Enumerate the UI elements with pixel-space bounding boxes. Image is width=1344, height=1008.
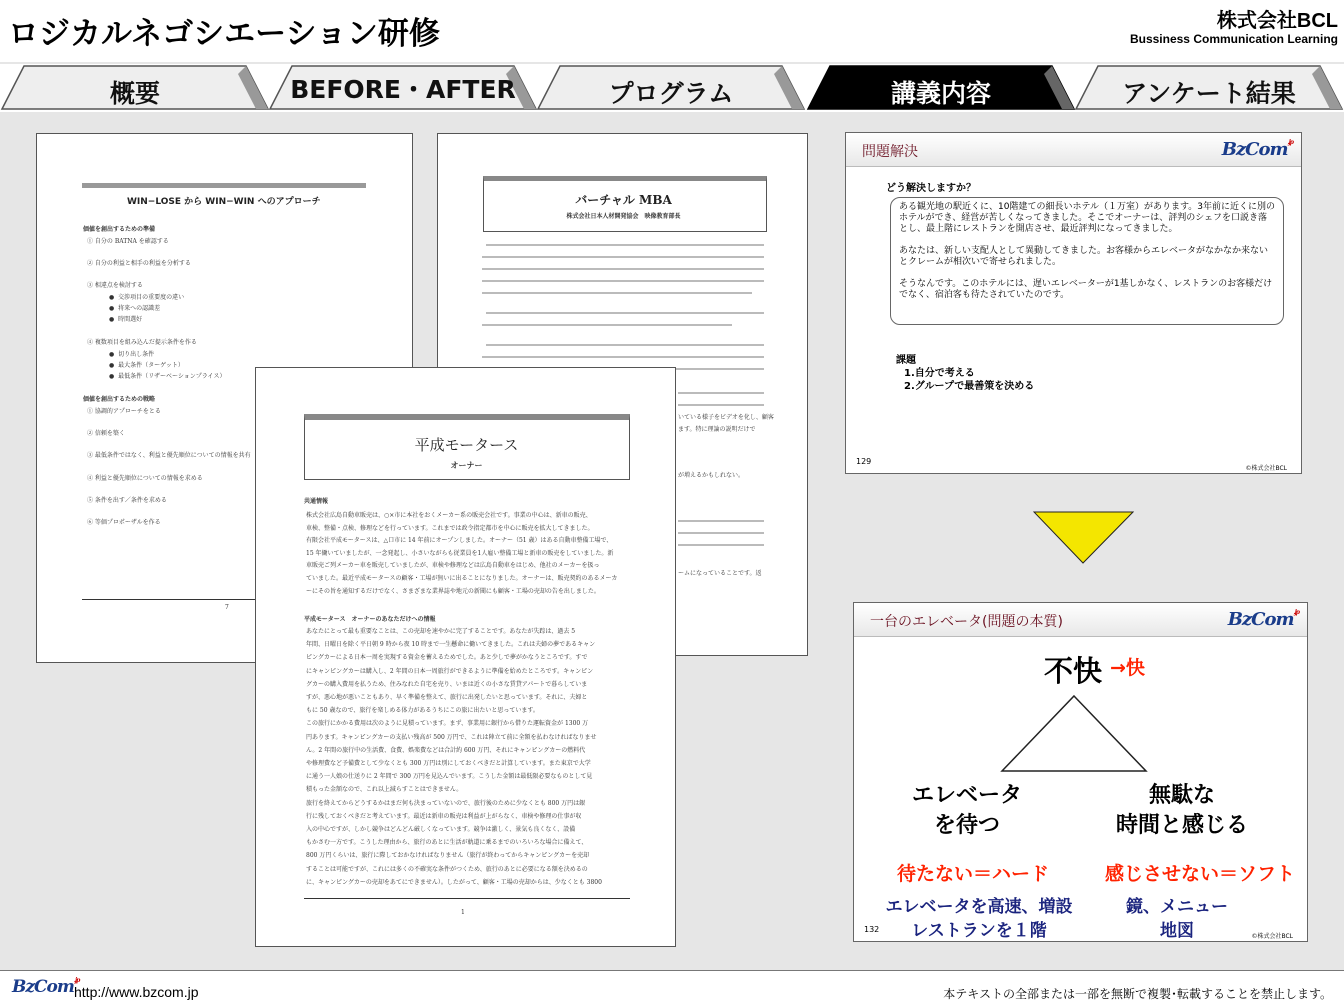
- doc3-page-number: 1: [461, 909, 465, 916]
- doc3-text-line: ん。2 年間の旅行中の生活費、食費、娯楽費などは合計約 600 万円、それにキャンピングカーの燃料代: [306, 746, 586, 754]
- doc3-text-line: に通う一人娘の仕送りに 2 年間で 300 万円を見込んでいます。こうした金額は最低限必要なものとして見: [306, 773, 593, 781]
- slide-copyright: ©株式会社BCL: [1245, 465, 1287, 472]
- slide-question: どう解決しますか？: [886, 183, 976, 194]
- discomfort-label: 不快: [1044, 654, 1103, 688]
- doc3-text-line: に、キャンピングカーの売却をあてにできません）。したがって、顧客・工場の売却からは、少なくとも 3800: [306, 878, 602, 886]
- doc3-text-line: 積もった金額なので、これ以上減らすことはできません。: [306, 786, 463, 794]
- slide-header: [854, 603, 1307, 637]
- footer-url-link[interactable]: http://www.bzcom.jp: [74, 984, 199, 1000]
- wasted-time-label: 無駄な 時間と感じる: [1115, 783, 1248, 838]
- doc3-text-line: 行に残しておくべきだと考えています。最近は新車の販売は利益が上がらなく、車検や修理の仕事が収: [306, 812, 582, 820]
- doc1-bullet: ● 将来への認識差: [109, 305, 161, 312]
- doc1-item: ⑤ 条件を出す／条件を求める: [87, 497, 167, 504]
- doc1-item: ④ 複数項目を組み込んだ提示条件を作る: [87, 339, 197, 346]
- doc1-bullet: ● 切り出し条件: [109, 351, 155, 358]
- doc3-author: オーナー: [450, 460, 483, 470]
- doc3-text-line: にキャンピングカーは購入し、2 年間の日本一周旅行ができるように準備を始めたところです。キャンピン: [306, 667, 594, 675]
- slide-page-number: 129: [856, 457, 872, 466]
- doc3-text-line: や修理費など予備費として少なくとも 300 万円は別にしておくべきだと計算しています。また東京で大学: [306, 760, 591, 767]
- slide-title: 問題解決: [862, 144, 918, 160]
- doc3-text-line: 有限会社平成モータースは、△口市に 14 年前にオープンしました。オーナー（51 歳）はある自動車整備工場で、: [306, 537, 613, 545]
- doc3-text-line: グカーの購入費用を払うため、住みなれた自宅を売り、いまは近くの小さな賃貸アパートで暮らしていま: [306, 680, 588, 688]
- tab-before-after-label: BEFORE・AFTER: [290, 75, 516, 104]
- doc1-item: ② 自分の利益と相手の利益を分析する: [87, 260, 191, 267]
- doc3-text-line: 年間、日曜日を除く平日朝 9 時から夜 10 時まで一生懸命に働いてきました。これは夫婦の夢であるキャン: [306, 641, 596, 649]
- tab-overview[interactable]: [0, 64, 270, 110]
- doc1-item: ③ 相違点を検討する: [87, 282, 143, 289]
- slide-page-number: 132: [864, 925, 880, 934]
- doc3-text-line: ピングカーによる日本一周を実現する資金を蓄えるためでした。あと少しで夢がかなうところです。すで: [306, 654, 588, 662]
- doc3-text-line: ていました。最近平成モータースの顧客・工場が無いに出ることになりました。オーナーは、販売契約のあるメーカ: [306, 575, 618, 582]
- doc3-text-line: 車検、整備・点検、修理などを行っています。これまでは政令指定都市を中心に販売を拡大してきました。: [306, 524, 594, 532]
- tab-lecture-label: 講義内容: [890, 79, 991, 108]
- doc3-section2: 平成モータース オーナーのあなただけへの情報: [304, 616, 436, 623]
- doc3-section1: 共通情報: [304, 498, 329, 505]
- task-item: 1.自分で考える: [904, 368, 975, 379]
- doc-rule: [82, 183, 366, 188]
- slide-title: 一台のエレベータ(問題の本質): [870, 614, 1063, 630]
- comfort-arrow-label: →快: [1110, 657, 1145, 679]
- doc1-item: ① 協調的アプローチをとる: [87, 408, 161, 415]
- doc-footer-rule: [304, 898, 630, 899]
- company-brand: [1130, 10, 1338, 46]
- doc3-text-line: 旅行を終えてからどうするかはまだ何も決まっていないので、旅行後のために少なくとも 800 万円は銀: [306, 799, 586, 807]
- doc1-item: ⑥ 等価プロポーザルを作る: [87, 519, 161, 526]
- software-examples: 鏡、メニュー 地図: [1126, 897, 1228, 941]
- scenario-box: [890, 197, 1284, 325]
- doc3-text-line: もに 50 歳なので、旅行を楽しめる体力があるうちにこの旅に出たいと思っています。: [306, 707, 539, 715]
- doc3-text-line: あなたにとって最も重要なことは、この売却を速やかに完了することです。あなたが失踪は、過去 5: [306, 628, 576, 635]
- doc3-text-line: 入の中心ですが、しかし競争はどんどん厳しくなっています。競争は激しく、景気も良くなく、設備: [306, 826, 576, 833]
- company-tagline: Bussiness Communication Learning: [1129, 32, 1338, 46]
- slide-problem-solving: [845, 132, 1302, 474]
- scenario-para: ある観光地の駅近くに、10階建ての細長いホテル（１万室）があります。3年前に近くに別のホテルができ、経営が苦しくなってきました。そこでオーナーは、評判のシェフを口説き落とし、最上階にレストランを開店させ、最近評判になってきました。: [899, 202, 1276, 234]
- task-item: 2.グループで最善策を決める: [904, 381, 1035, 392]
- tab-lecture[interactable]: [806, 64, 1076, 110]
- hardware-examples: エレベータを高速、増設 レストランを１階: [885, 897, 1073, 941]
- doc2-snippet: ます。特に理論の説明だけで: [678, 426, 756, 433]
- doc3-text-line: することは可能ですが、これには多くの不確実な条件がつくため、旅行のあとに必要になる額を決めるの: [306, 865, 588, 873]
- doc1-section2: 価値を創出するための戦略: [83, 396, 156, 403]
- doc1-item: ① 自分の BATNA を確認する: [87, 238, 169, 245]
- copyright-notice: 本テキストの全部または一部を無断で複製･転載することを禁止します。: [943, 987, 1332, 1001]
- doc1-title: WIN−LOSE から WIN−WIN へのアプローチ: [127, 197, 321, 207]
- doc1-bullet: ● 最低条件（リザーベーションプライス）: [109, 373, 226, 380]
- doc1-item: ② 信頼を築く: [87, 430, 125, 437]
- doc3-title: 平成モータース: [414, 436, 519, 454]
- tab-overview-label: 概要: [109, 79, 160, 108]
- doc2-title: バーチャル MBA: [575, 193, 672, 207]
- doc2-snippet: ームになっていることです。返: [678, 570, 762, 577]
- slide-elevator: [853, 602, 1308, 942]
- scenario-para: あなたは、新しい支配人として異動してきました。お客様からエレベータがなかなか来ないとクレームが相次いで寄せられました。: [899, 246, 1269, 267]
- footer: [0, 970, 1344, 1008]
- bzcom-logo: BzCom$^{.jp}$: [1221, 139, 1293, 160]
- doc1-section1: 価値を創出するための準備: [83, 226, 156, 233]
- tab-program[interactable]: [536, 64, 806, 110]
- tab-bar: [0, 64, 1344, 112]
- bzcom-logo: BzCom$^{.jp}$: [1227, 609, 1299, 630]
- slide-header: [846, 133, 1301, 167]
- doc1-item: ④ 利益と優先順位についての情報を求める: [87, 475, 203, 482]
- doc3-text-line: すが、悪心地が悪いこともあり、早く準備を整えて、旅行に出発したいと思っています。それに、夫婦と: [306, 694, 588, 701]
- hardware-solution-label: 待たない＝ハード: [896, 863, 1049, 885]
- tab-survey[interactable]: [1074, 64, 1344, 110]
- doc3-text-line: 800 万円くらいは、旅行に際しておかなければなりません（旅行が終わってからキャンピングカーを売却: [306, 852, 590, 860]
- doc1-bullet: ● 最大条件（ターゲット）: [109, 362, 184, 369]
- tab-program-label: プログラム: [608, 79, 734, 108]
- document-heisei-motors: [255, 367, 676, 947]
- doc3-text-line: ーにその旨を通知するだけでなく、さまざまな業界誌や地元の新聞にも顧客・工場の売却の告を出しました。: [306, 587, 600, 595]
- doc3-text-line: もかさむ一方です。こうした理由から、旅行のあとに生活が軌道に乗るまでのいろいろな場合に備えて、: [306, 839, 588, 847]
- doc1-bullet: ● 時間選好: [109, 316, 143, 323]
- doc1-item: ③ 最低条件ではなく、利益と優先順位についての情報を共有: [87, 452, 251, 459]
- software-solution-label: 感じさせない＝ソフト: [1104, 863, 1295, 885]
- doc3-text-line: 円あります。キャンピングカーの支払い残高が 500 万円で、これは陣立て前に全額を払わなければなりませ: [306, 733, 597, 741]
- tab-survey-label: アンケート結果: [1122, 79, 1296, 108]
- down-arrow-icon: [1033, 511, 1134, 565]
- tab-before-after[interactable]: [268, 64, 538, 110]
- doc3-text-line: この旅行にかかる費用は次のように見積っています。まず、事業用に銀行から借りた運転資金が 1300 万: [306, 720, 589, 728]
- doc2-subtitle: 株式会社日本人材開発協会 映像教育部長: [566, 213, 681, 220]
- wait-elevator-label: エレベータ を待つ: [911, 783, 1022, 838]
- doc3-text-line: 15 年働いていましたが、一念発起し、小さいながらも従業員を1人雇い整備工場と新車の販売をしていました。新: [306, 549, 614, 557]
- page-title: ロジカルネゴシエーション研修: [8, 16, 440, 52]
- doc1-bullet: ● 交渉項目の重要度の違い: [109, 294, 185, 301]
- task-title: 課題: [896, 355, 916, 366]
- doc1-page-number: 7: [225, 604, 229, 611]
- header: [0, 0, 1344, 62]
- scenario-para: そうなんです。このホテルには、遅いエレベーターが1基しかなく、レストランのお客様だけでなく、宿泊客も待たされていたのです。: [899, 279, 1273, 300]
- doc3-text-line: 株式会社広島自動車販売は、○×市に本社をおくメーカー系の販売会社です。事業の中心は、新車の販売、: [306, 512, 592, 519]
- doc3-text-line: 車販売ご列メーカー車を販売していましたが、車検や修理などは広島自動車をはじめ、他社のメーカーを扱っ: [306, 562, 600, 570]
- doc2-snippet: いている様子をビデオを化し、顧客: [678, 414, 774, 421]
- doc2-snippet: が増えるかもしれない。: [678, 472, 745, 479]
- company-name: 株式会社BCL: [1216, 10, 1338, 32]
- bzcom-logo: BzCom$^{.jp}$: [12, 977, 80, 997]
- triangle-diagram: [999, 693, 1149, 773]
- slide-copyright: ©株式会社BCL: [1251, 933, 1293, 940]
